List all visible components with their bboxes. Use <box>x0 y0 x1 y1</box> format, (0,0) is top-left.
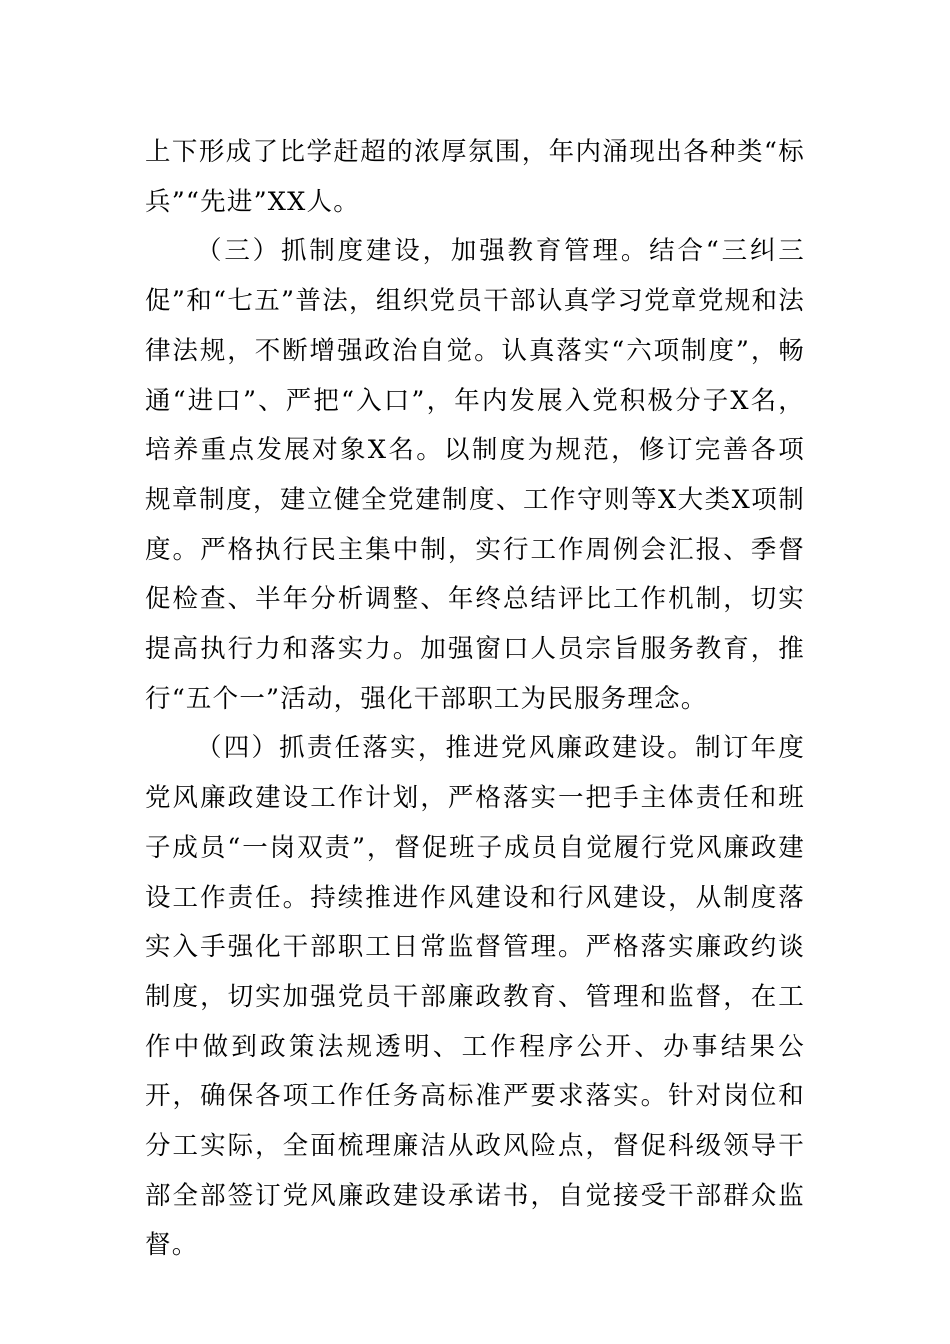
paragraph-continuation: 上下形成了比学赶超的浓厚氛围，年内涌现出各种类“标兵”“先进”XX人。 <box>145 137 805 217</box>
document-page <box>145 128 805 1271</box>
paragraph-section-4: （四）抓责任落实，推进党风廉政建设。制订年度党风廉政建设工作计划，严格落实一把手主体责任和班子成员“一岗双责”，督促班子成员自觉履行党风廉政建设工作责任。持续推进作风建设和行风建设，从制度落实入手强化干部职工日常监督管理。严格落实廉政约谈制度，切实加强党员干部廉政教育、管理和监督，在工作中做到政策法规透明、工作程序公开、办事结果公开，确保各项工作任务高标准严要求落实。针对岗位和分工实际，全面梳理廉洁从政风险点，督促科级领导干部全部签订党风廉政建设承诺书，自觉接受干部群众监督。 <box>145 733 805 1261</box>
paragraph-section-3: （三）抓制度建设，加强教育管理。结合“三纠三促”和“七五”普法，组织党员干部认真学习党章党规和法律法规，不断增强政治自觉。认真落实“六项制度”，畅通“进口”、严把“入口”，年内发展入党积极分子X名，培养重点发展对象X名。以制度为规范，修订完善各项规章制度，建立健全党建制度、工作守则等X大类X项制度。严格执行民主集中制，实行工作周例会汇报、季督促检查、半年分析调整、年终总结评比工作机制，切实提高执行力和落实力。加强窗口人员宗旨服务教育，推行“五个一”活动，强化干部职工为民服务理念。 <box>145 236 805 714</box>
